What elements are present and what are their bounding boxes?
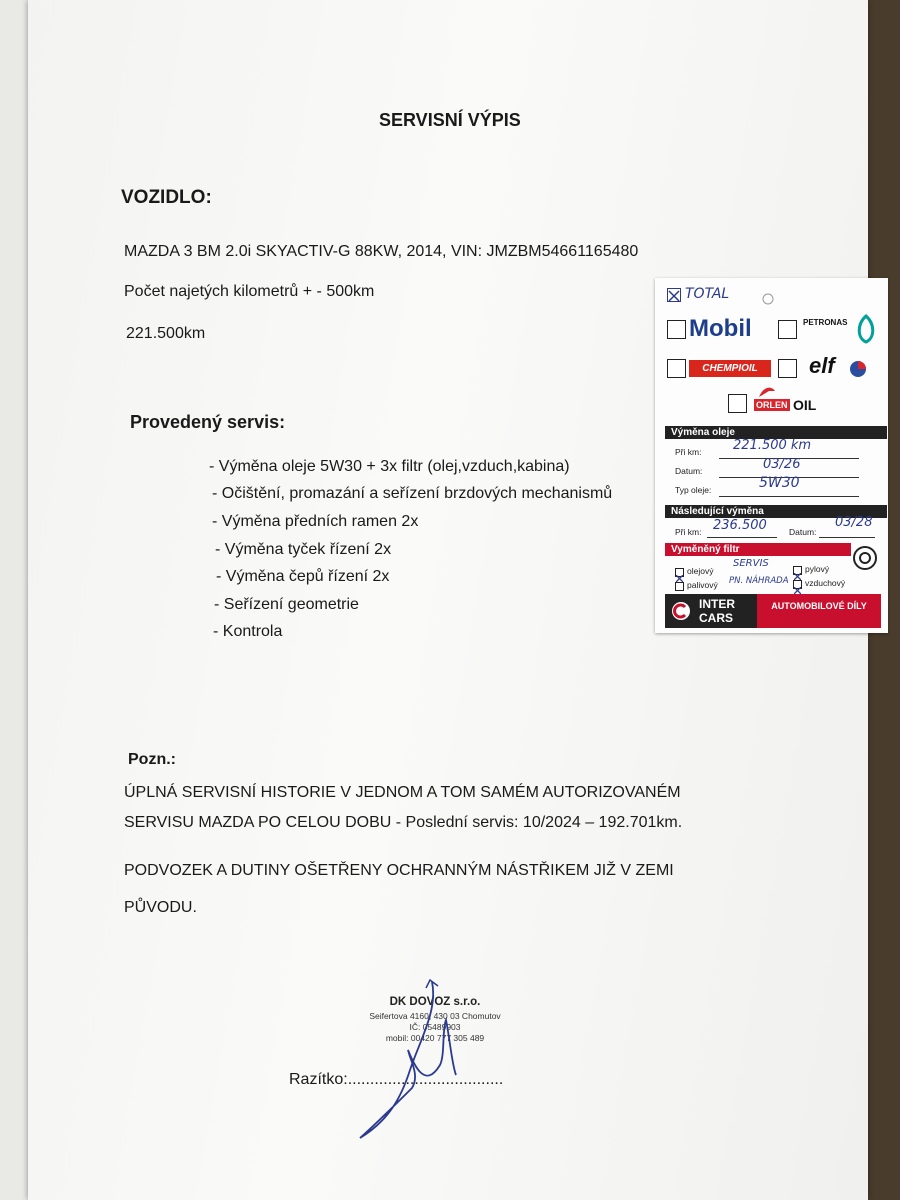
filter-section-title: Vyměněný filtr: [665, 543, 851, 556]
checkbox-filter-fuel[interactable]: [675, 582, 684, 591]
checkbox-filter-oil[interactable]: [675, 568, 684, 577]
next-date-line: [819, 537, 875, 538]
filter-fuel-label: palivový: [687, 580, 718, 590]
checked-mark-icon: [676, 575, 683, 582]
mileage-note: Počet najetých kilometrů + - 500km: [124, 283, 375, 300]
oil-type-value: 5W30: [759, 475, 800, 491]
at-km-value: 221.500 km: [733, 438, 812, 453]
vehicle-heading: VOZIDLO:: [121, 187, 212, 208]
signature: [350, 970, 490, 1145]
service-item: - Výměna oleje 5W30 + 3x filtr (olej,vzduch,kabina): [209, 458, 570, 475]
checked-mark-icon: [794, 587, 801, 594]
note-underbody-line2: PŮVODU.: [124, 899, 197, 916]
brand-total: TOTAL: [685, 286, 730, 302]
service-item: - Seřízení geometrie: [214, 596, 359, 613]
service-heading: Provedený servis:: [130, 412, 286, 432]
service-item: - Výměna předních ramen 2x: [212, 513, 419, 530]
auto-parts-label: AUTOMOBILOVÉ DÍLY: [757, 594, 881, 628]
next-km-label: Při km:: [675, 527, 702, 537]
next-date-label: Datum:: [789, 527, 817, 537]
mileage-value: 221.500km: [126, 325, 206, 342]
vehicle-description: MAZDA 3 BM 2.0i SKYACTIV-G 88KW, 2014, VIN: JMZBM54661165480: [124, 243, 639, 260]
brand-orlen: ORLEN: [756, 400, 788, 410]
next-km-value: 236.500: [713, 518, 767, 533]
orlen-eagle-icon: [757, 385, 777, 399]
checkbox-mobil[interactable]: [667, 320, 686, 339]
checkbox-total[interactable]: [667, 288, 681, 302]
filter-oil-label: olejový: [687, 566, 714, 576]
stamp-address: Seifertova 4160, 430 03 Chomutov: [369, 1011, 501, 1021]
note-history-line2: SERVISU MAZDA PO CELOU DOBU - Poslední servis: 10/2024 – 192.701km.: [124, 814, 683, 831]
brand-elf: elf: [809, 353, 835, 378]
checkbox-filter-air[interactable]: [793, 580, 802, 589]
note-underbody-line1: PODVOZEK A DUTINY OŠETŘENY OCHRANNÝM NÁSTŘIKEM JIŽ V ZEMI: [124, 862, 674, 879]
checkbox-orlen[interactable]: [728, 394, 747, 413]
stamp-label: Razítko:...................................: [289, 1071, 504, 1088]
checkbox-petronas[interactable]: [778, 320, 797, 339]
service-item: - Výměna tyček řízení 2x: [215, 541, 392, 558]
intercars-name-line2: CARS: [699, 611, 734, 625]
hole-icon: [761, 292, 775, 306]
filter-note-replacement: PN. NÁHRADA: [729, 576, 789, 586]
oil-change-tag: [655, 278, 888, 633]
oil-change-section-title: Výměna oleje: [665, 426, 887, 439]
document-title: SERVISNÍ VÝPIS: [379, 110, 521, 130]
petronas-logo-icon: [853, 314, 879, 344]
date-label: Datum:: [675, 466, 703, 476]
checked-mark-icon: [668, 290, 680, 302]
next-date-value: 03/28: [835, 515, 873, 530]
date-value: 03/26: [763, 457, 801, 472]
brand-mobil: Mobil: [689, 315, 752, 342]
stamp-phone: mobil: 00420 777 305 489: [385, 1033, 485, 1043]
filter-icon: [852, 545, 878, 571]
filter-dust-label: pylový: [805, 564, 830, 574]
stamp-company-name: DK DOVOZ s.r.o.: [389, 996, 481, 1008]
next-change-section-title: Následující výměna: [665, 505, 887, 518]
note-history-line1: ÚPLNÁ SERVISNÍ HISTORIE V JEDNOM A TOM SAMÉM AUTORIZOVANÉM: [124, 784, 681, 801]
brand-petronas: PETRONAS: [803, 318, 848, 327]
intercars-name-line1: INTER: [699, 597, 735, 611]
service-item: - Kontrola: [213, 623, 283, 640]
at-km-label: Při km:: [675, 447, 702, 457]
intercars-logo-icon: [671, 601, 691, 621]
oil-type-label: Typ oleje:: [675, 485, 712, 495]
checkbox-chempioil[interactable]: [667, 359, 686, 378]
checked-mark-icon: [794, 573, 801, 580]
filter-air-label: vzduchový: [805, 578, 846, 588]
checkbox-elf[interactable]: [778, 359, 797, 378]
service-item: - Očištění, promazání a seřízení brzdových mechanismů: [212, 485, 613, 502]
checkbox-filter-dust[interactable]: [793, 566, 802, 575]
notes-heading: Pozn.:: [128, 751, 176, 768]
stamp-ic: IČ: 05489903: [409, 1022, 461, 1032]
intercars-banner: [665, 594, 881, 628]
filter-note-service: SERVIS: [733, 558, 769, 569]
brand-chempioil: CHEMPIOIL: [689, 360, 771, 377]
elf-logo-icon: [849, 360, 867, 378]
oil-type-line: [719, 496, 859, 497]
next-km-line: [707, 537, 777, 538]
brand-orlen-oil: OIL: [793, 397, 817, 413]
service-item: - Výměna čepů řízení 2x: [216, 568, 390, 585]
